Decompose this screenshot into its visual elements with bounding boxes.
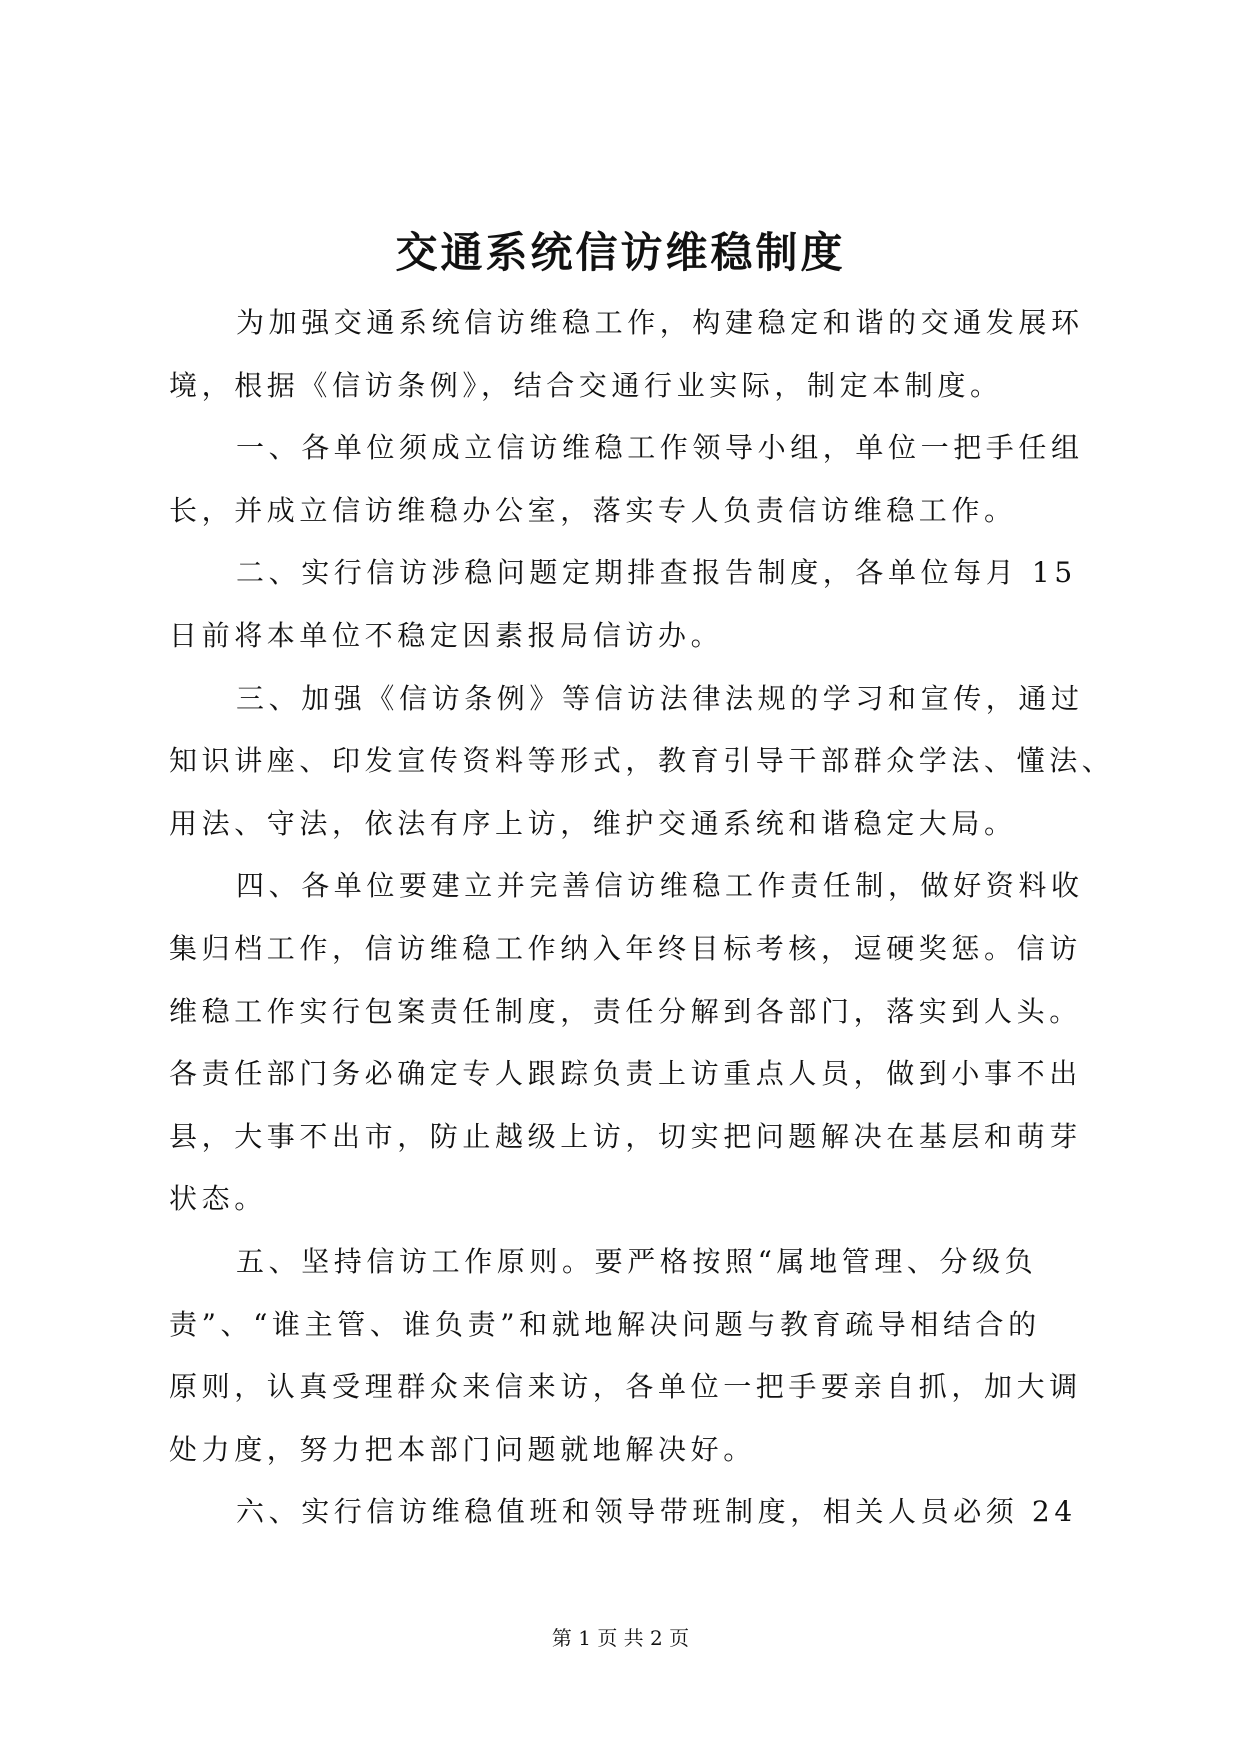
paragraph-line: 知识讲座、印发宣传资料等形式，教育引导干部群众学法、懂法、 [169,744,1115,778]
paragraph-line: 六、实行信访维稳值班和领导带班制度，相关人员必须 24 [236,1495,1077,1529]
paragraph-line: 日前将本单位不稳定因素报局信访办。 [169,618,724,652]
paragraph-line: 责”、“谁主管、谁负责”和就地解决问题与教育疏导相结合的 [169,1307,1041,1341]
paragraph-line: 三、加强《信访条例》等信访法律法规的学习和宣传，通过 [236,681,1084,715]
paragraph [169,855,1099,1231]
paragraph [169,668,1115,856]
paragraph-line: 状态。 [169,1182,267,1216]
paragraph-line: 原则，认真受理群众来信来访，各单位一把手要亲自抓，加大调 [169,1370,1082,1404]
paragraph-line: 长，并成立信访维稳办公室，落实专人负责信访维稳工作。 [169,493,1017,527]
paragraph-line: 二、实行信访涉稳问题定期排查报告制度，各单位每月 15 [236,556,1077,590]
page-number-footer: 第 1 页 共 2 页 [551,1626,690,1650]
paragraph-line: 维稳工作实行包案责任制度，责任分解到各部门，落实到人头。 [169,994,1082,1028]
paragraph-line: 一、各单位须成立信访维稳工作领导小组，单位一把手任组 [236,431,1084,465]
paragraph-line: 为加强交通系统信访维稳工作，构建稳定和谐的交通发展环 [236,306,1084,339]
paragraph-line: 四、各单位要建立并完善信访维稳工作责任制，做好资料收 [236,869,1084,903]
paragraph-line: 县，大事不出市，防止越级上访，切实把问题解决在基层和萌芽 [169,1119,1082,1153]
paragraph [169,417,1099,542]
paragraph-line: 处力度，努力把本部门问题就地解决好。 [169,1432,756,1466]
paragraph-line: 用法、守法，依法有序上访，维护交通系统和谐稳定大局。 [169,806,1017,840]
document-title: 交通系统信访维稳制度 [395,228,846,277]
document-body [169,292,1115,1544]
paragraph [169,1231,1099,1481]
paragraph-line: 集归档工作，信访维稳工作纳入年终目标考核，逗硬奖惩。信访 [169,931,1082,965]
paragraph-line: 五、坚持信访工作原则。要严格按照“属地管理、分级负 [236,1244,1038,1278]
paragraph [169,292,1099,417]
paragraph [169,1481,1099,1544]
paragraph [169,542,1099,667]
paragraph-line: 境，根据《信访条例》，结合交通行业实际，制定本制度。 [169,368,1003,402]
paragraph-line: 各责任部门务必确定专人跟踪负责上访重点人员，做到小事不出 [169,1057,1082,1091]
